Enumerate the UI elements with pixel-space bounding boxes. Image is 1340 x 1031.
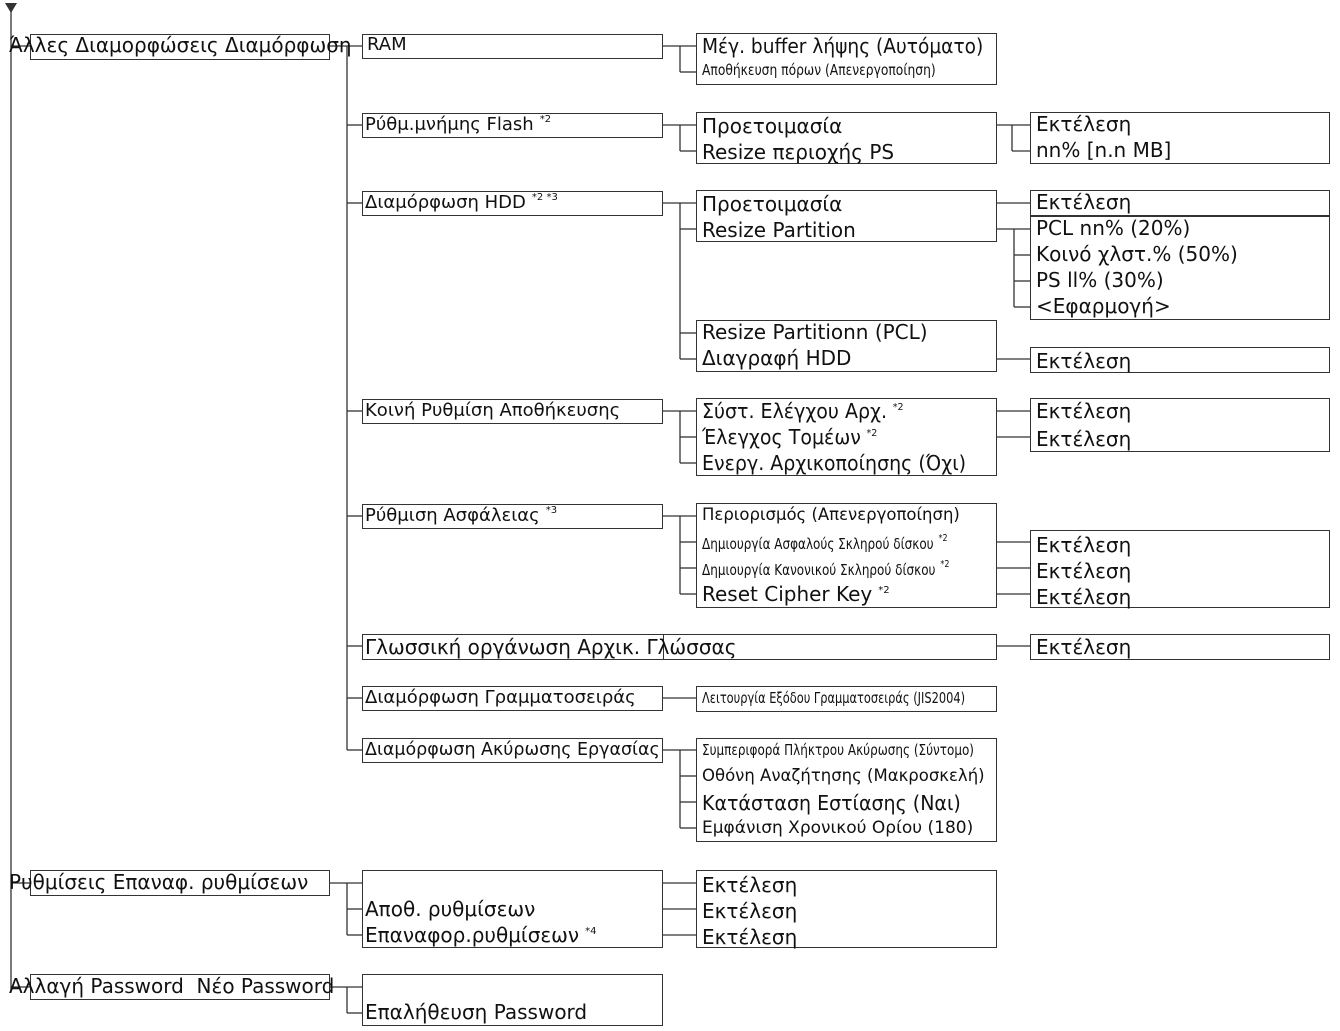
language-label: Γλωσσική οργάνωση Αρχικ. Γλώσσας [365, 635, 737, 659]
security-secure-hdd-execute: Εκτέλεση [1036, 533, 1132, 557]
storage-init-label: Ενεργ. Αρχικοποίησης (Όχι) [702, 451, 967, 475]
search-screen-label: Οθόνη Αναζήτησης (Μακροσκελή) [702, 766, 985, 786]
reset-node-label: Ρυθμίσεις Επαναφ. ρυθμίσεων [9, 870, 309, 894]
flash-ps-size-value: nn% [n.n MB] [1036, 138, 1172, 162]
hdd-ps-value: PS ll% (30%) [1036, 268, 1164, 292]
cancel-job-label: Διαμόρφωση Ακύρωσης Εργασίας [365, 739, 660, 760]
password-node-label: Αλλαγή Password Νέο Password [9, 974, 335, 998]
storage-sectorcheck-execute: Εκτέλεση [1036, 427, 1132, 451]
hdd-common-value: Κοινό χλστ.% (50%) [1036, 242, 1238, 266]
security-reset-key-execute: Εκτέλεση [1036, 585, 1132, 609]
ram-resource-save-label: Αποθήκευση πόρων (Απενεργοποίηση) [702, 61, 936, 79]
flash-prepare-label: Προετοιμασία [702, 114, 843, 138]
hdd-apply-value: <Εφαρμογή> [1036, 294, 1171, 318]
hdd-pcl-value: PCL nn% (20%) [1036, 216, 1191, 240]
security-secure-hdd-label: Δημιουργία Ασφαλούς Σκληρού δίσκου $^{*2}$ [702, 533, 948, 553]
hdd-erase-execute: Εκτέλεση [1036, 349, 1132, 373]
hdd-resize-pcl-label: Resize Partitionn (PCL) [702, 320, 928, 344]
new-password-label: Νέο Password [196, 974, 335, 998]
verify-password-label: Επαλήθευση Password [365, 1000, 588, 1024]
reset-execute-3: Εκτέλεση [702, 925, 798, 949]
hdd-erase-label: Διαγραφή HDD [702, 346, 852, 370]
font-label: Διαμόρφωση Γραμματοσειράς [365, 687, 636, 708]
ram-label: RAM [367, 34, 407, 55]
cancel-key-behavior-label: Συμπεριφορά Πλήκτρου Ακύρωσης (Σύντομο) [702, 741, 974, 759]
hdd-prepare-label: Προετοιμασία [702, 192, 843, 216]
reset-save-label: Αποθ. ρυθμίσεων [365, 897, 536, 921]
security-restriction-label: Περιορισμός (Απενεργοποίηση) [702, 505, 960, 525]
storage-sectorcheck-label: Έλεγχος Τομέων $^{*2}$ [702, 425, 878, 449]
font-output-label: Λειτουργία Εξόδου Γραμματοσειράς (JIS2004) [702, 689, 966, 707]
timeout-display-label: Εμφάνιση Χρονικού Ορίου (180) [702, 818, 974, 838]
reset-execute-2: Εκτέλεση [702, 899, 798, 923]
hdd-prepare-execute: Εκτέλεση [1036, 190, 1132, 214]
focus-status-label: Κατάσταση Εστίασης (Ναι) [702, 791, 961, 815]
security-normal-hdd-label: Δημιουργία Κανονικού Σκληρού δίσκου $^{*2}$ [702, 559, 950, 579]
flash-prepare-execute: Εκτέλεση [1036, 112, 1132, 136]
storage-filecheck-label: Σύστ. Ελέγχου Αρχ. $^{*2}$ [702, 399, 904, 423]
language-execute: Εκτέλεση [1036, 635, 1132, 659]
storage-filecheck-execute: Εκτέλεση [1036, 399, 1132, 423]
ram-node[interactable] [362, 34, 663, 59]
security-normal-hdd-execute: Εκτέλεση [1036, 559, 1132, 583]
flash-resize-ps-label: Resize περιοχής PS [702, 140, 895, 164]
reset-execute-1: Εκτέλεση [702, 873, 798, 897]
ram-max-buffer-label: Μέγ. buffer λήψης (Αυτόματο) [702, 34, 984, 58]
security-reset-key-label: Reset Cipher Key $^{*2}$ [702, 582, 890, 606]
security-label: Ρύθμιση Ασφάλειας $^{*3}$ [365, 505, 558, 526]
hdd-label: Διαμόρφωση HDD $^{*2 *3}$ [365, 192, 558, 213]
flash-label: Ρύθμ.μνήμης Flash $^{*2}$ [365, 114, 552, 135]
reset-restore-label: Επαναφορ.ρυθμίσεων $^{*4}$ [365, 923, 597, 947]
storage-label: Κοινή Ρυθμίση Αποθήκευσης [365, 400, 621, 421]
root-node-label: Άλλες Διαμορφώσεις Διαμόρφωση [9, 33, 352, 57]
hdd-resize-partition-label: Resize Partition [702, 218, 856, 242]
